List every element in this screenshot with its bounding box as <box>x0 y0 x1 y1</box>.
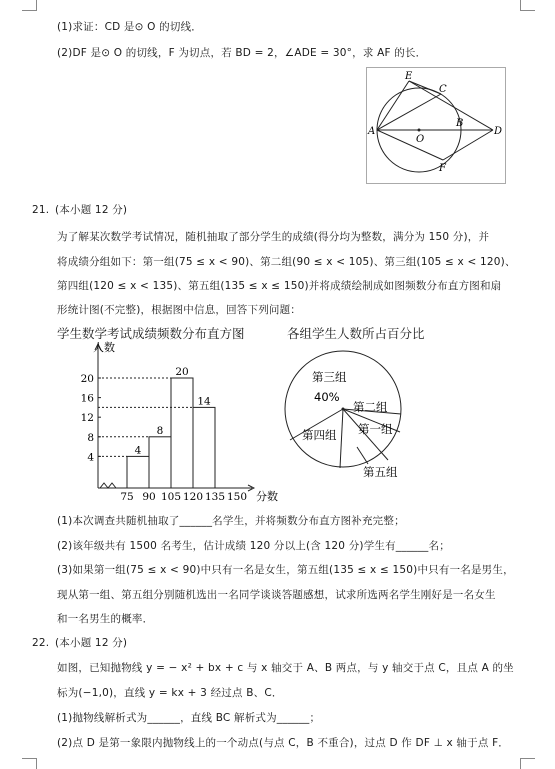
histogram-ylabel: 人数 <box>93 341 115 354</box>
corner-mark-top-left <box>22 0 37 11</box>
histogram-xlabel: 分数 <box>256 490 278 503</box>
q21-score: (本小题 12 分) <box>55 204 128 216</box>
corner-mark-bottom-left <box>22 758 37 769</box>
histogram-y-tick-label: 4 <box>87 451 94 464</box>
q21-stem-line-4: 形统计图(不完整)，根据图中信息，回答下列问题： <box>57 304 301 316</box>
histogram-bar <box>149 437 171 488</box>
histogram-x-tick-label: 150 <box>226 491 248 503</box>
histogram-x-tick-label: 105 <box>160 491 182 503</box>
q22-line-2: 标为(−1,0)，直线 y = kx + 3 经过点 B、C． <box>57 687 283 699</box>
histogram-y-tick-label: 20 <box>80 373 94 385</box>
corner-mark-top-right <box>520 0 535 11</box>
histogram-chart <box>70 338 285 508</box>
q22-line-4: (2)点 D 是第一象限内抛物线上的一个动点(与点 C，B 不重合)，过点 D 作 DF ⊥ x 轴于点 F． <box>57 737 510 749</box>
q21-sub2: (2)该年级共有 1500 名考生，估计成绩 120 分以上(含 120 分)学生有______名； <box>57 540 450 552</box>
histogram-bar-label: 14 <box>197 395 211 408</box>
pie-leader-line <box>357 447 368 464</box>
point-label-f: F <box>439 163 446 174</box>
histogram-y-tick-label: 16 <box>80 392 94 405</box>
q21-stem-line-1: 为了解某次数学考试情况，随机抽取了部分学生的成绩(得分均为整数，满分为 150 分)，并 <box>57 231 490 243</box>
pie-center <box>342 408 345 411</box>
point-label-d: D <box>494 126 503 137</box>
q22-number: 22. <box>32 637 50 649</box>
pie-slice-label: 第四组 <box>302 428 337 442</box>
point-label-c: C <box>439 84 447 95</box>
q22-score: (本小题 12 分) <box>55 637 128 649</box>
histogram-bar <box>127 456 149 488</box>
q20-part1: (1)求证：CD 是⊙ O 的切线． <box>57 21 202 33</box>
q22-line-1: 如图，已知抛物线 y = − x² + bx + c 与 x 轴交于 A、B 两点，与 y 轴交于点 C，且点 A 的坐 <box>57 662 514 674</box>
pie-slice-label: 第一组 <box>358 422 393 436</box>
pie-title: 各组学生人数所占百分比 <box>287 326 425 341</box>
histogram-x-tick-label: 135 <box>204 491 226 503</box>
point-label-e: E <box>405 71 413 82</box>
pie-slice-label: 第二组 <box>353 400 388 414</box>
histogram-title: 学生数学考试成绩频数分布直方图 <box>57 326 245 341</box>
pie-slice-label: 第五组 <box>363 465 398 479</box>
pie-percent-label: 40% <box>314 390 340 404</box>
point-label-b: B <box>456 118 464 129</box>
pie-chart <box>280 340 430 490</box>
q22-line-3: (1)抛物线解析式为______，直线 BC 解析式为______； <box>57 712 321 724</box>
q21-sub3-line-1: (3)如果第一组(75 ≤ x < 90)中只有一名是女生，第五组(135 ≤ x ≤ 150)中只有一名是男生， <box>57 564 514 576</box>
q21-sub3-line-2: 现从第一组、第五组分别随机选出一名同学谈谈答题感想，试求所选两名学生刚好是一名女生 <box>57 589 496 601</box>
q21-sub1: (1)本次调查共随机抽取了______名学生，并将频数分布直方图补充完整； <box>57 515 405 527</box>
q21-number: 21. <box>32 204 50 216</box>
corner-mark-bottom-right <box>520 758 535 769</box>
histogram-y-tick-label: 12 <box>80 412 94 425</box>
q21-stem-line-2: 将成绩分组如下：第一组(75 ≤ x < 90)、第二组(90 ≤ x < 105)、第三组(105 ≤ x < 120)、 <box>57 256 516 268</box>
histogram-axis-break <box>100 483 116 488</box>
histogram-bar-label: 4 <box>134 444 142 457</box>
histogram-bar-label: 8 <box>156 424 164 437</box>
histogram-x-tick-label: 90 <box>142 491 156 503</box>
histogram-bar <box>193 407 215 488</box>
q21-stem-line-3: 第四组(120 ≤ x < 135)、第五组(135 ≤ x ≤ 150)并将成绩绘制成如图频数分布直方图和扇 <box>57 280 502 292</box>
q20-part2: (2)DF 是⊙ O 的切线，F 为切点，若 BD = 2，∠ADE = 30°，求 AF 的长． <box>57 47 427 59</box>
pie-slice-label: 第三组 <box>312 370 347 384</box>
pie-slice-boundary <box>340 409 343 468</box>
point-label-a: A <box>368 126 376 137</box>
histogram-bar <box>171 378 193 488</box>
point-label-o: O <box>416 134 425 145</box>
q21-sub3-line-3: 和一名男生的概率． <box>57 613 154 625</box>
histogram-x-tick-label: 120 <box>182 491 204 503</box>
circle-tangent-figure <box>366 67 506 184</box>
histogram-y-tick-label: 8 <box>87 431 94 444</box>
histogram-x-tick-label: 75 <box>120 491 134 503</box>
histogram-bar-label: 20 <box>175 366 189 378</box>
